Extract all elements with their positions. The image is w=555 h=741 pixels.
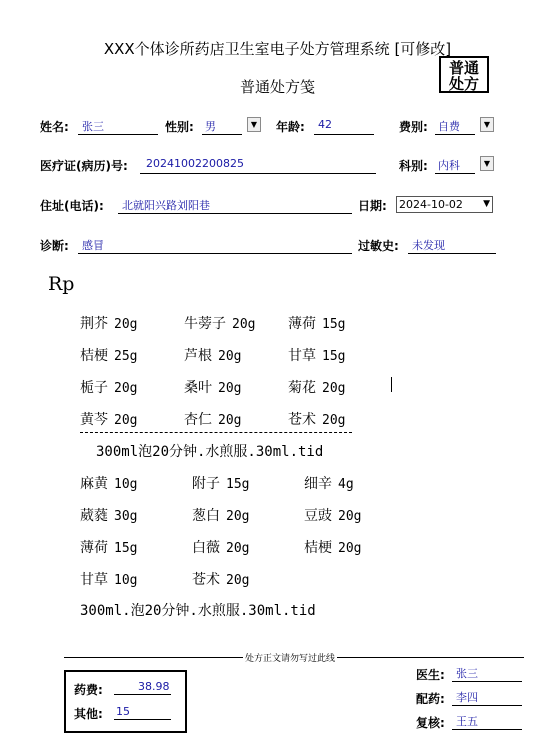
separator-dashed-line: [80, 432, 352, 433]
herb-name: 薄荷: [288, 316, 316, 332]
herb-name: 甘草: [80, 572, 108, 588]
footer-note: 处方正文请勿写过此线: [243, 651, 337, 664]
herb-dose: 20g: [226, 573, 250, 588]
herb-name: 杏仁: [184, 412, 212, 428]
herb-dose: 15g: [114, 541, 138, 556]
department-dropdown-button[interactable]: [480, 156, 494, 171]
stamp-line-2: 处方: [448, 75, 479, 93]
gender-dropdown-button[interactable]: [247, 117, 261, 132]
herb-name: 黄芩: [80, 412, 108, 428]
herb-name: 苍术: [288, 412, 316, 428]
herb-name: 桔梗: [304, 540, 332, 556]
dispense-label: 配药:: [416, 692, 445, 706]
herb-dose: 20g: [232, 317, 256, 332]
herb-name: 麻黄: [80, 476, 108, 492]
chevron-down-icon: ▼: [483, 159, 491, 168]
review-field[interactable]: 王五: [456, 715, 478, 728]
herb-name: 豆豉: [304, 508, 332, 524]
herb-dose: 20g: [218, 349, 242, 364]
address-field[interactable]: 北就阳兴路刘阳巷: [122, 199, 210, 212]
doctor-label: 医生:: [416, 668, 445, 682]
herb-dose: 15g: [322, 317, 346, 332]
herb-item[interactable]: [80, 345, 137, 365]
herb-item[interactable]: [304, 473, 354, 493]
allergy-label: 过敏史:: [358, 239, 399, 253]
age-label: 年龄:: [276, 120, 305, 134]
herb-dose: 25g: [114, 349, 138, 364]
herb-dose: 20g: [226, 509, 250, 524]
herb-dose: 20g: [114, 381, 138, 396]
other-fee-field[interactable]: 15: [116, 705, 130, 718]
herb-name: 桑叶: [184, 380, 212, 396]
herb-item[interactable]: [80, 473, 137, 493]
herb-name: 葱白: [192, 508, 220, 524]
drug-fee-field[interactable]: 38.98: [138, 680, 170, 693]
herb-dose: 20g: [226, 541, 250, 556]
doctor-field[interactable]: 张三: [456, 667, 478, 680]
herb-item[interactable]: [80, 377, 137, 397]
drug-fee-label: 药费:: [74, 683, 103, 697]
herb-dose: 20g: [338, 541, 362, 556]
gender-label: 性别:: [165, 120, 194, 134]
herb-dose: 4g: [338, 477, 354, 492]
record-number-field[interactable]: 20241002200825: [146, 157, 244, 170]
herb-item[interactable]: [288, 409, 345, 429]
herb-name: 薄荷: [80, 540, 108, 556]
herb-item[interactable]: [288, 345, 345, 365]
herb-item[interactable]: [80, 409, 137, 429]
herb-name: 附子: [192, 476, 220, 492]
herb-name: 荆芥: [80, 316, 108, 332]
address-label: 住址(电话):: [40, 199, 104, 213]
herb-dose: 10g: [114, 477, 138, 492]
herb-item[interactable]: [192, 569, 249, 589]
other-fee-label: 其他:: [74, 707, 103, 721]
herb-item[interactable]: [184, 313, 255, 333]
herb-name: 牛蒡子: [184, 316, 226, 332]
herb-name: 芦根: [184, 348, 212, 364]
herb-name: 细辛: [304, 476, 332, 492]
diagnosis-label: 诊断:: [40, 239, 69, 253]
herb-dose: 30g: [114, 509, 138, 524]
allergy-field[interactable]: 未发现: [412, 239, 445, 252]
chevron-down-icon[interactable]: ▼: [483, 199, 490, 209]
fee-type-label: 费别:: [399, 120, 428, 134]
gender-select[interactable]: 男: [205, 120, 216, 133]
page-subtitle: 普通处方笺: [239, 78, 315, 96]
fee-type-dropdown-button[interactable]: [480, 117, 494, 132]
herb-item[interactable]: [184, 345, 241, 365]
herb-dose: 20g: [114, 317, 138, 332]
herb-item[interactable]: [80, 569, 137, 589]
instruction-1[interactable]: 300ml泡20分钟.水煎服.30ml.tid: [96, 444, 324, 460]
rx-symbol: Rp: [48, 273, 75, 295]
herb-name: 菊花: [288, 380, 316, 396]
stamp-line-1: 普通: [448, 59, 479, 77]
herb-item[interactable]: [288, 377, 345, 397]
chevron-down-icon: ▼: [250, 120, 258, 129]
diagnosis-field[interactable]: 感冒: [82, 239, 104, 252]
review-label: 复核:: [416, 716, 445, 730]
instruction-2[interactable]: 300ml.泡20分钟.水煎服.30ml.tid: [80, 603, 316, 619]
herb-item[interactable]: [304, 537, 361, 557]
herb-name: 苍术: [192, 572, 220, 588]
fee-type-select[interactable]: 自费: [438, 120, 460, 133]
herb-item[interactable]: [192, 473, 249, 493]
date-picker[interactable]: [396, 196, 493, 213]
herb-item[interactable]: [288, 313, 345, 333]
herb-dose: 15g: [226, 477, 250, 492]
chevron-down-icon: ▼: [483, 120, 491, 129]
department-label: 科别:: [399, 159, 428, 173]
page-title: XXX个体诊所药店卫生室电子处方管理系统 [可修改]: [103, 40, 452, 58]
date-label: 日期:: [358, 199, 387, 213]
herb-name: 栀子: [80, 380, 108, 396]
record-number-label: 医疗证(病历)号:: [40, 159, 128, 173]
herb-name: 桔梗: [80, 348, 108, 364]
age-field[interactable]: 42: [318, 118, 332, 131]
herb-dose: 20g: [322, 381, 346, 396]
department-select[interactable]: 内科: [438, 159, 460, 172]
date-value: 2024-10-02: [399, 198, 463, 211]
herb-dose: 15g: [322, 349, 346, 364]
herb-item[interactable]: [304, 505, 361, 525]
herb-item[interactable]: [184, 377, 241, 397]
prescription-type-stamp: [439, 56, 489, 93]
herb-item[interactable]: [80, 537, 137, 557]
herb-item[interactable]: [184, 409, 241, 429]
herb-item[interactable]: [80, 313, 137, 333]
herb-dose: 20g: [114, 413, 138, 428]
herb-name: 葳蕤: [80, 508, 108, 524]
dispense-field[interactable]: 李四: [456, 691, 478, 704]
herb-name: 甘草: [288, 348, 316, 364]
herb-dose: 20g: [218, 381, 242, 396]
herb-item[interactable]: [192, 537, 249, 557]
herb-dose: 20g: [322, 413, 346, 428]
herb-dose: 20g: [218, 413, 242, 428]
name-field[interactable]: 张三: [82, 120, 104, 133]
herb-item[interactable]: [192, 505, 249, 525]
herb-name: 白薇: [192, 540, 220, 556]
herb-dose: 10g: [114, 573, 138, 588]
herb-dose: 20g: [338, 509, 362, 524]
herb-item[interactable]: [80, 505, 137, 525]
name-label: 姓名:: [40, 120, 69, 134]
text-cursor: [391, 377, 392, 392]
